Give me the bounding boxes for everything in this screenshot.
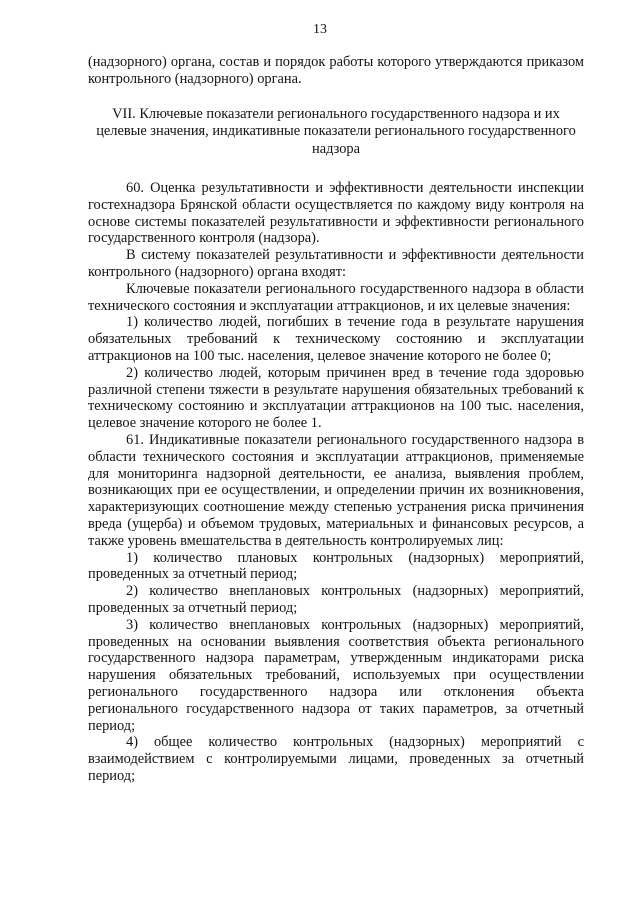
paragraph-system-intro: В систему показателей результативности и эффективности деятельности контрольного (надзорного) органа входят: [88,247,584,281]
section-heading: VII. Ключевые показатели регионального государственного надзора и их целевые значения, индикативные показатели регионального государственного надзора [96,105,576,157]
list-item-indicative-4: 4) общее количество контрольных (надзорных) мероприятий с взаимодействием с контролируемыми лицами, проведенных за отчетный период; [88,734,584,784]
paragraph-61: 61. Индикативные показатели регионального государственного надзора в области технического состояния и эксплуатации аттракционов, применяемые для мониторинга надзорной деятельности, ее анализа, выявления проблем, возникающих при ее осуществлении, и определении причин их возникновения, характеризующих соотношение между степенью устранения риска причинения вреда (ущерба) и объемом трудовых, материальных и финансовых ресурсов, а также уровень вмешательства в деятельность контролируемых лиц: [88,432,584,549]
list-item-indicative-1: 1) количество плановых контрольных (надзорных) мероприятий, проведенных за отчетный период; [88,549,584,583]
list-item-key-2: 2) количество людей, которым причинен вред в течение года здоровью различной степени тяжести в результате нарушения обязательных требований к техническому состоянию и эксплуатации аттракционов на 100 тыс. населения, целевое значение которого не более 1. [88,364,584,432]
paragraph-key-indicators: Ключевые показатели регионального государственного надзора в области технического состояния и эксплуатации аттракционов, и их целевые значения: [88,280,584,314]
page-body [88,54,584,785]
page-number: 13 [313,22,327,37]
paragraph-continuation: (надзорного) органа, состав и порядок работы которого утверждаются приказом контрольного (надзорного) органа. [88,54,584,87]
list-item-indicative-3: 3) количество внеплановых контрольных (надзорных) мероприятий, проведенных на основании выявления соответствия объекта регионального государственного надзора параметрам, утвержденным индикаторами риска нарушения обязательных требований, используемых при осуществлении регионального государственного надзора или отклонения объекта регионального государственного надзора от таких параметров, за отчетный период; [88,616,584,734]
list-item-indicative-2: 2) количество внеплановых контрольных (надзорных) мероприятий, проведенных за отчетный период; [88,583,584,617]
paragraph-60: 60. Оценка результативности и эффективности деятельности инспекции гостехнадзора Брянской области осуществляется по каждому виду контроля на основе системы показателей результативности и эффективности регионального государственного контроля (надзора). [88,180,584,247]
list-item-key-1: 1) количество людей, погибших в течение года в результате нарушения обязательных требований к техническому состоянию и эксплуатации аттракционов на 100 тыс. населения, целевое значение которого не более 0; [88,314,584,365]
